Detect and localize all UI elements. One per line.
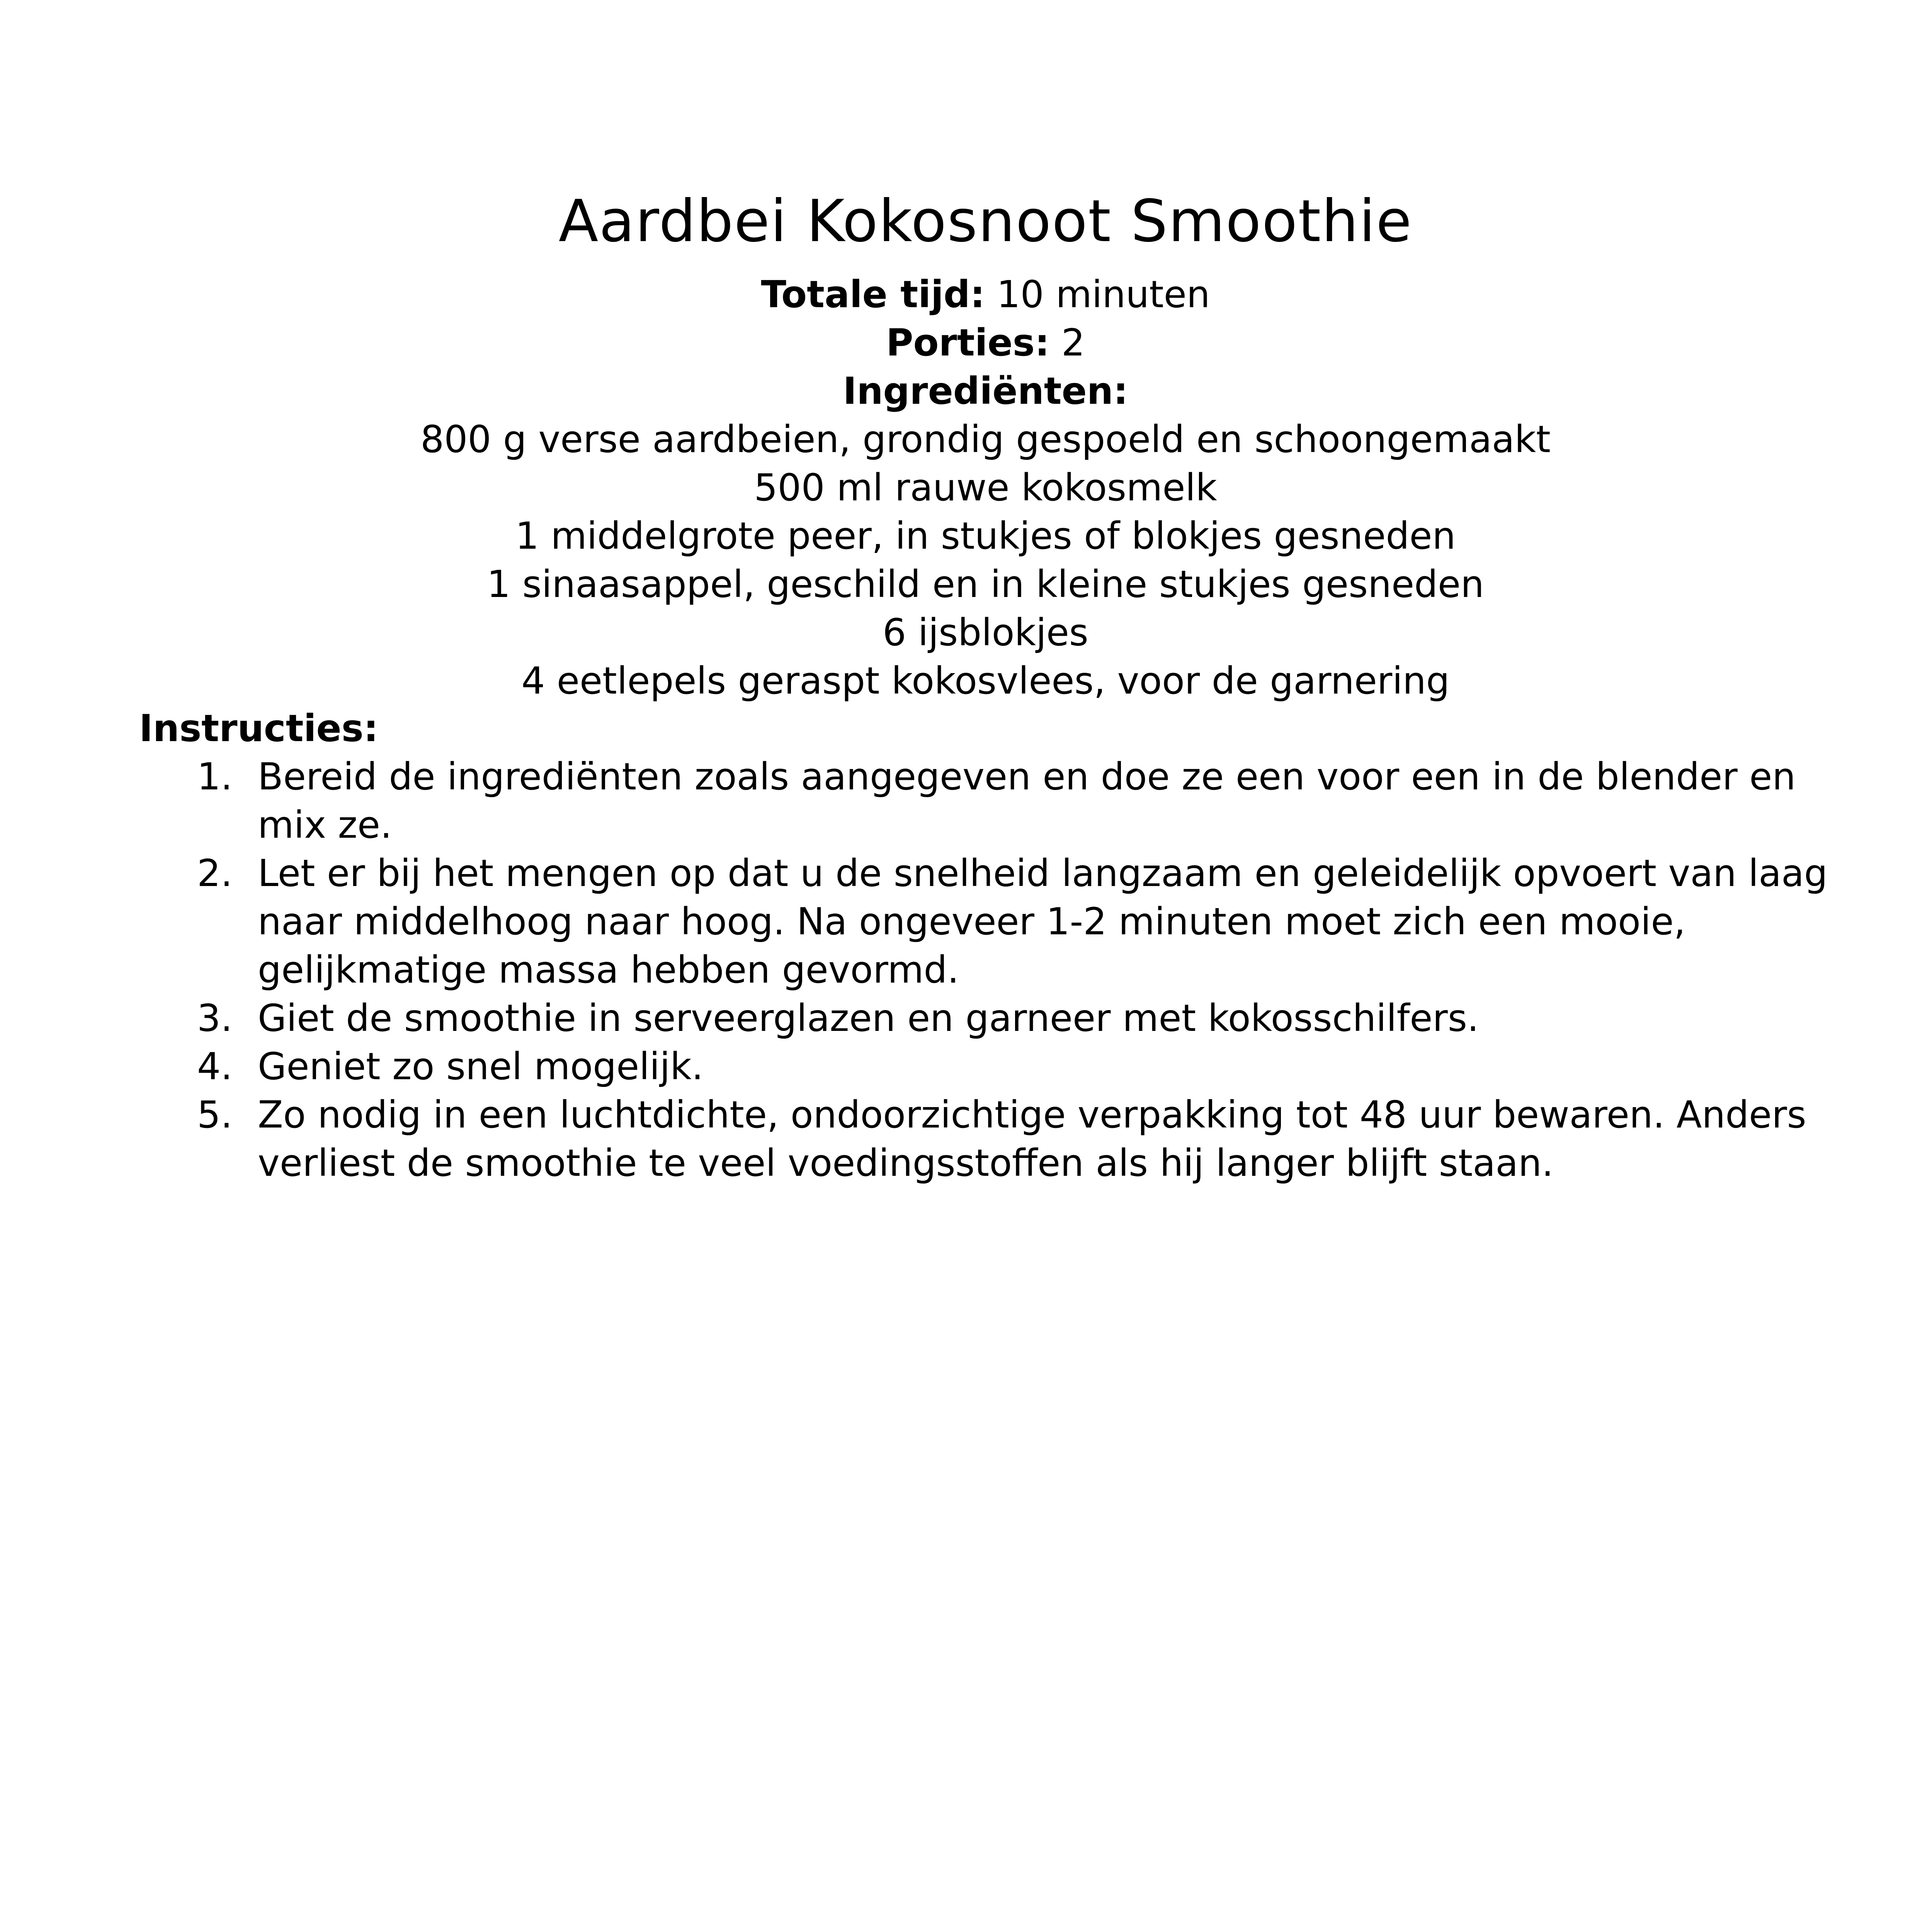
instructions-heading: Instructies: (139, 707, 379, 750)
instruction-step (0, 1043, 1842, 1091)
ingredient-item: 1 sinaasappel, geschild en in kleine stukjes gesneden (487, 563, 1484, 606)
total-time-row (0, 270, 1932, 319)
step-number: 4. (197, 1045, 233, 1088)
step-text: Geniet zo snel mogelijk. (258, 1045, 704, 1088)
ingredient-item: 500 ml rauwe kokosmelk (754, 466, 1217, 509)
servings-value: 2 (1061, 321, 1085, 364)
servings-label: Porties: (886, 321, 1050, 364)
ingredient-item: 6 ijsblokjes (883, 611, 1088, 654)
recipe-meta (0, 270, 1932, 705)
instruction-step (0, 849, 1842, 994)
total-time-value: 10 minuten (997, 273, 1210, 316)
recipe-title: Aardbei Kokosnoot Smoothie (558, 188, 1413, 255)
ingredient-item: 4 eetlepels geraspt kokosvlees, voor de garnering (521, 659, 1450, 702)
step-text: Bereid de ingrediënten zoals aangegeven en doe ze een voor een in de blender en mix ze. (258, 755, 1796, 847)
instruction-step (0, 753, 1842, 849)
instruction-step (0, 994, 1842, 1043)
ingredients-heading: Ingrediënten: (843, 369, 1128, 413)
ingredient-item: 800 g verse aardbeien, grondig gespoeld en schoongemaakt (420, 418, 1551, 461)
instruction-step (0, 1091, 1842, 1187)
step-text: Giet de smoothie in serveerglazen en garneer met kokosschilfers. (258, 997, 1479, 1040)
step-number: 5. (197, 1093, 233, 1136)
step-number: 2. (197, 852, 233, 895)
step-number: 1. (197, 755, 233, 798)
step-text: Zo nodig in een luchtdichte, ondoorzichtige verpakking tot 48 uur bewaren. Anders verliest de smoothie te veel voedingsstoffen als hij langer blijft staan. (258, 1093, 1806, 1185)
step-text: Let er bij het mengen op dat u de snelheid langzaam en geleidelijk opvoert van laag naar middelhoog naar hoog. Na ongeveer 1-2 minuten moet zich een mooie, gelijkmatige massa hebben gevormd. (258, 852, 1828, 992)
total-time-label: Totale tijd: (761, 273, 985, 316)
servings-row (0, 319, 1932, 367)
ingredient-item: 1 middelgrote peer, in stukjes of blokjes gesneden (515, 514, 1456, 558)
step-number: 3. (197, 997, 233, 1040)
instructions-list (0, 753, 1932, 1187)
